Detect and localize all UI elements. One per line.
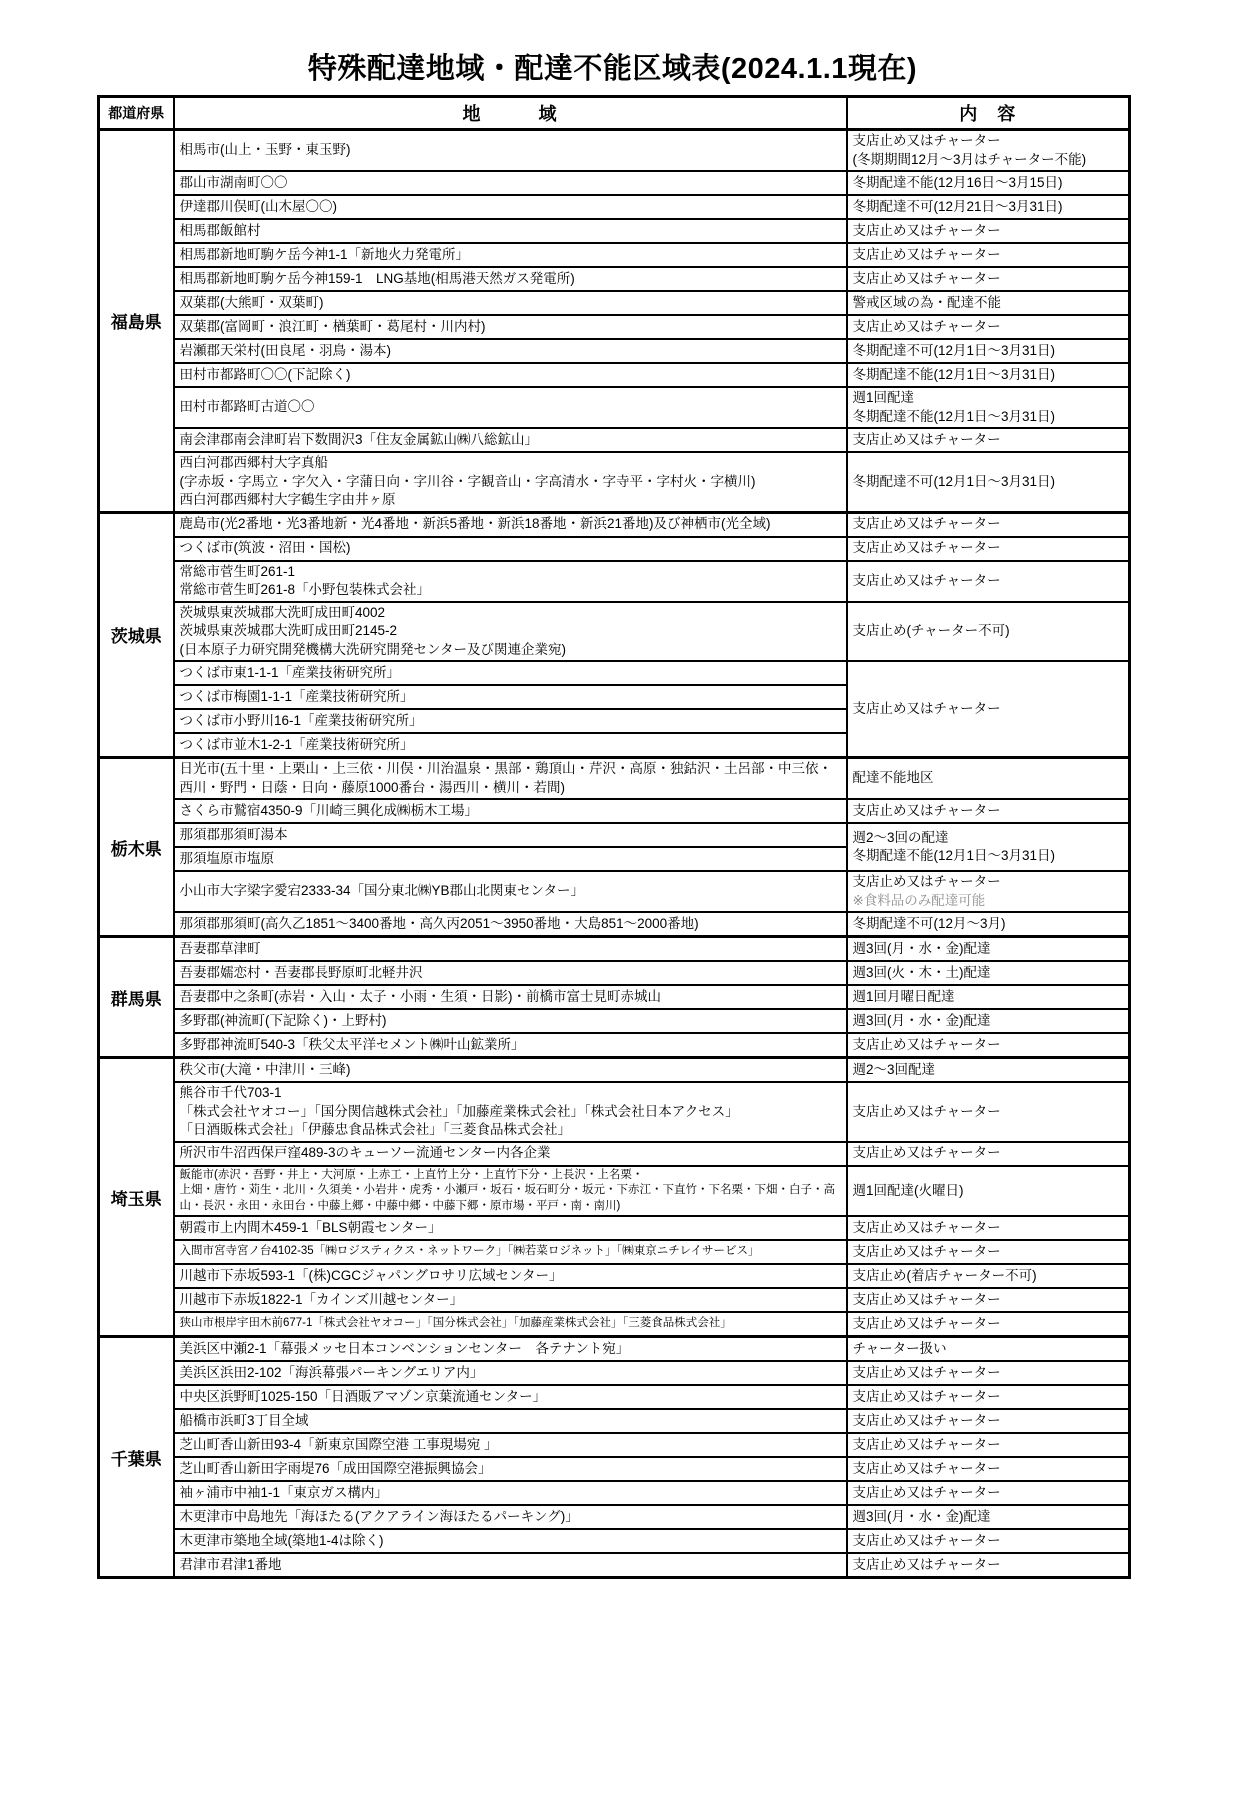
table-row xyxy=(99,339,1130,363)
content-line: ※食料品のみ配達可能 xyxy=(852,892,986,908)
content-line: 冬期配達不可(12月21日～3月31日) xyxy=(852,198,1063,214)
area-line: 吾妻郡中之条町(赤岩・入山・太子・小雨・生須・日影)・前橋市富士見町赤城山 xyxy=(179,988,661,1004)
area-line: 熊谷市千代703-1 xyxy=(179,1085,282,1100)
content-cell xyxy=(847,1058,1130,1083)
area-cell xyxy=(174,1385,847,1409)
content-cell xyxy=(847,363,1130,387)
area-line: 南会津郡南会津町岩下数間沢3「住友金属鉱山㈱八総鉱山」 xyxy=(179,431,539,447)
table-row xyxy=(99,961,1130,985)
table-row xyxy=(99,1264,1130,1288)
content-line: 支店止め又はチャーター xyxy=(852,540,1001,556)
area-line: 茨城県東茨城郡大洗町成田町4002 xyxy=(179,604,386,620)
content-line: 支店止め又はチャーター xyxy=(852,270,1001,286)
table-row xyxy=(99,195,1130,219)
area-line: 多野郡(神流町(下記除く)・上野村) xyxy=(179,1012,387,1028)
area-cell xyxy=(174,1481,847,1505)
area-cell xyxy=(174,130,847,172)
table-row xyxy=(99,363,1130,387)
table-row xyxy=(99,1312,1130,1337)
area-line: つくば市(筑波・沼田・国松) xyxy=(179,540,351,556)
table-row xyxy=(99,1082,1130,1142)
content-line: 週3回(月・水・金)配達 xyxy=(852,940,991,956)
content-line: 支店止め又はチャーター xyxy=(852,1412,1001,1428)
area-cell xyxy=(174,1433,847,1457)
content-line: 支店止め又はチャーター xyxy=(852,1556,1001,1572)
area-cell xyxy=(174,315,847,339)
content-line: 冬期配達不能(12月1日～3月31日) xyxy=(852,848,1056,863)
area-line: 吾妻郡草津町 xyxy=(179,940,261,956)
area-cell xyxy=(174,1553,847,1578)
area-cell xyxy=(174,1264,847,1288)
content-cell xyxy=(847,1264,1130,1288)
table-row xyxy=(99,1553,1130,1578)
content-cell xyxy=(847,1433,1130,1457)
area-line: 常総市菅生町261-8「小野包装株式会社」 xyxy=(179,582,431,597)
table-row xyxy=(99,561,1130,602)
content-cell xyxy=(847,1216,1130,1240)
table-row xyxy=(99,130,1130,172)
content-cell xyxy=(847,315,1130,339)
area-line: 日光市(五十里・上栗山・上三依・川俣・川治温泉・黒部・鶏頂山・芹沢・高原・独鈷沢・土呂部・中三依・西川・野門・日蔭・日向・藤原1000番台・湯西川・横川・若間) xyxy=(179,761,832,795)
content-line: 支店止め又はチャーター xyxy=(852,1388,1001,1404)
content-cell xyxy=(847,171,1130,195)
area-line: (字赤坂・字馬立・字欠入・字蒲日向・字川谷・字観音山・字高清水・字寺平・字村火・字横川) xyxy=(179,473,756,489)
area-cell xyxy=(174,267,847,291)
area-cell xyxy=(174,685,847,709)
content-cell xyxy=(847,602,1130,662)
table-row xyxy=(99,985,1130,1009)
area-cell xyxy=(174,195,847,219)
area-cell xyxy=(174,171,847,195)
content-line: 支店止め(チャーター不可) xyxy=(852,623,1010,638)
content-line: 支店止め又はチャーター xyxy=(852,222,1001,238)
content-line: 配達不能地区 xyxy=(852,770,934,786)
content-cell xyxy=(847,912,1130,937)
area-line: 小山市大字梁字愛宕2333-34「国分東北㈱YB郡山北関東センター」 xyxy=(179,883,585,899)
content-cell xyxy=(847,452,1130,512)
content-line: (冬期期間12月～3月はチャーター不能) xyxy=(852,151,1087,167)
table-row xyxy=(99,537,1130,561)
content-line: 週2～3回配達 xyxy=(852,1061,936,1077)
area-cell xyxy=(174,1009,847,1033)
table-row xyxy=(99,912,1130,937)
content-line: 週1回月曜日配達 xyxy=(852,988,955,1004)
area-line: 所沢市牛沼西保戸窪489-3のキューソー流通センター内各企業 xyxy=(179,1145,551,1161)
content-cell xyxy=(847,291,1130,315)
content-cell xyxy=(847,195,1130,219)
content-line: 支店止め又はチャーター xyxy=(852,1436,1001,1452)
area-cell xyxy=(174,1505,847,1529)
content-line: 支店止め又はチャーター xyxy=(852,1219,1001,1235)
table-row xyxy=(99,1166,1130,1217)
area-line: 郡山市湖南町〇〇 xyxy=(179,174,288,190)
content-line: 週3回(月・水・金)配達 xyxy=(852,1508,991,1524)
content-line: 支店止め又はチャーター xyxy=(852,1460,1001,1476)
area-line: 那須郡那須町湯本 xyxy=(179,826,288,842)
table-row xyxy=(99,661,1130,685)
area-line: 鹿島市(光2番地・光3番地新・光4番地・新浜5番地・新浜18番地・新浜21番地)及び神栖市(光全域) xyxy=(179,516,771,532)
page-title: 特殊配達地域・配達不能区域表(2024.1.1現在) xyxy=(307,53,918,85)
table-row xyxy=(99,1529,1130,1553)
content-line: 支店止め又はチャーター xyxy=(852,802,1001,818)
area-line: 相馬郡飯館村 xyxy=(179,222,261,238)
content-line: 支店止め又はチャーター xyxy=(852,246,1001,262)
content-cell xyxy=(847,1409,1130,1433)
area-line: つくば市梅園1-1-1「産業技術研究所」 xyxy=(179,688,414,704)
area-line: 「株式会社ヤオコー」「国分関信越株式会社」「加藤産業株式会社」「株式会社日本アクセス」 xyxy=(179,1103,739,1119)
content-cell xyxy=(847,1142,1130,1166)
area-cell xyxy=(174,428,847,452)
content-line: 支店止め又はチャーター xyxy=(852,133,1001,148)
area-cell xyxy=(174,512,847,537)
content-cell xyxy=(847,871,1130,912)
content-line: チャーター扱い xyxy=(852,1340,947,1356)
table-row xyxy=(99,243,1130,267)
content-line: 支店止め又はチャーター xyxy=(852,1243,1001,1259)
area-cell xyxy=(174,243,847,267)
content-line: 支店止め又はチャーター xyxy=(852,874,1001,889)
content-cell xyxy=(847,1033,1130,1058)
area-line: つくば市小野川16-1「産業技術研究所」 xyxy=(179,712,423,728)
area-line: 川越市下赤坂593-1「(株)CGCジャパングロサリ広域センター」 xyxy=(179,1267,563,1283)
area-cell xyxy=(174,912,847,937)
content-cell xyxy=(847,267,1130,291)
table-row xyxy=(99,1337,1130,1362)
area-line: 西白河郡西郷村大字鶴生字由井ヶ原 xyxy=(179,492,396,507)
table-row xyxy=(99,1288,1130,1312)
content-line: 支店止め又はチャーター xyxy=(852,1103,1001,1119)
content-cell xyxy=(847,537,1130,561)
area-cell xyxy=(174,847,847,871)
area-line: 美浜区浜田2-102「海浜幕張パーキングエリア内」 xyxy=(179,1364,484,1380)
area-line: 田村市都路町古道〇〇 xyxy=(179,399,315,415)
area-line: 入間市宮寺宮ノ台4102-35「㈱ロジスティクス・ネットワーク」「㈱若菜ロジネット」「㈱東京ニチレイサービス」 xyxy=(179,1245,760,1258)
table-row xyxy=(99,387,1130,428)
area-line: 美浜区中瀬2-1「幕張メッセ日本コンベンションセンター 各テナント宛」 xyxy=(179,1340,630,1356)
content-cell xyxy=(847,1481,1130,1505)
content-line: 支店止め又はチャーター xyxy=(852,700,1001,716)
area-cell xyxy=(174,799,847,823)
table-row xyxy=(99,758,1130,800)
content-cell xyxy=(847,1457,1130,1481)
area-cell xyxy=(174,871,847,912)
prefecture-cell: 埼玉県 xyxy=(99,1058,174,1337)
table-row xyxy=(99,1142,1130,1166)
content-cell xyxy=(847,823,1130,871)
area-line: 芝山町香山新田字雨堤76「成田国際空港振興協会」 xyxy=(179,1460,492,1476)
area-line: 多野郡神流町540-3「秩父太平洋セメント㈱叶山鉱業所」 xyxy=(179,1036,525,1052)
content-line: 警戒区域の為・配達不能 xyxy=(852,294,1001,310)
area-cell xyxy=(174,452,847,512)
area-cell xyxy=(174,561,847,602)
content-cell xyxy=(847,1082,1130,1142)
special-delivery-table xyxy=(97,95,1131,1579)
area-cell xyxy=(174,339,847,363)
header-prefecture: 都道府県 xyxy=(99,97,174,130)
area-line: 双葉郡(富岡町・浪江町・楢葉町・葛尾村・川内村) xyxy=(179,318,486,334)
area-line: 西白河郡西郷村大字真船 xyxy=(179,455,328,470)
area-line: 伊達郡川俣町(山木屋〇〇) xyxy=(179,198,337,214)
table-row xyxy=(99,1481,1130,1505)
area-cell xyxy=(174,1457,847,1481)
area-cell xyxy=(174,387,847,428)
area-cell xyxy=(174,1166,847,1217)
area-line: 狭山市根岸宇田木前677-1「株式会社ヤオコー」「国分株式会社」「加藤産業株式会社」「三菱食品株式会社」 xyxy=(179,1317,732,1330)
table-row xyxy=(99,1033,1130,1058)
content-cell xyxy=(847,799,1130,823)
content-cell xyxy=(847,1505,1130,1529)
area-line: 岩瀬郡天栄村(田良尾・羽鳥・湯本) xyxy=(179,342,391,358)
area-line: (日本原子力研究開発機構大洗研究開発センター及び関連企業宛) xyxy=(179,641,566,657)
area-cell xyxy=(174,1240,847,1264)
area-line: 相馬郡新地町駒ケ岳今神1-1「新地火力発電所」 xyxy=(179,246,470,262)
area-line: つくば市並木1-2-1「産業技術研究所」 xyxy=(179,736,414,752)
content-cell xyxy=(847,1385,1130,1409)
content-line: 週1回配達(火曜日) xyxy=(852,1182,964,1198)
content-cell xyxy=(847,661,1130,758)
area-line: 相馬市(山上・玉野・東玉野) xyxy=(179,142,351,158)
content-cell xyxy=(847,561,1130,602)
area-cell xyxy=(174,985,847,1009)
content-line: 週3回(月・水・金)配達 xyxy=(852,1012,991,1028)
content-cell xyxy=(847,1166,1130,1217)
content-cell xyxy=(847,243,1130,267)
table-row xyxy=(99,799,1130,823)
area-line: 双葉郡(大熊町・双葉町) xyxy=(179,294,324,310)
area-cell xyxy=(174,937,847,962)
content-cell xyxy=(847,758,1130,800)
area-line: 朝霞市上内間木459-1「BLS朝霞センター」 xyxy=(179,1219,442,1235)
area-cell xyxy=(174,961,847,985)
prefecture-cell: 茨城県 xyxy=(99,512,174,758)
prefecture-cell: 栃木県 xyxy=(99,758,174,937)
area-cell xyxy=(174,602,847,662)
area-cell xyxy=(174,1312,847,1337)
table-row xyxy=(99,452,1130,512)
prefecture-cell: 福島県 xyxy=(99,130,174,513)
content-line: 週2～3回の配達 xyxy=(852,829,949,845)
table-row xyxy=(99,315,1130,339)
table-row xyxy=(99,1009,1130,1033)
table-row xyxy=(99,428,1130,452)
header-row xyxy=(99,97,1130,130)
content-cell xyxy=(847,1361,1130,1385)
area-line: 相馬郡新地町駒ケ岳今神159-1 LNG基地(相馬港天然ガス発電所) xyxy=(179,270,575,286)
area-line: つくば市東1-1-1「産業技術研究所」 xyxy=(179,664,401,680)
content-line: 冬期配達不能(12月16日～3月15日) xyxy=(852,174,1063,190)
table-row xyxy=(99,1457,1130,1481)
table-row xyxy=(99,267,1130,291)
content-line: 週1回配達 xyxy=(852,390,915,405)
content-line: 冬期配達不能(12月1日～3月31日) xyxy=(852,408,1056,424)
table-row xyxy=(99,602,1130,662)
content-cell xyxy=(847,961,1130,985)
area-line: 吾妻郡嬬恋村・吾妻郡長野原町北軽井沢 xyxy=(179,964,423,980)
table-row xyxy=(99,171,1130,195)
area-cell xyxy=(174,733,847,758)
content-cell xyxy=(847,1529,1130,1553)
table-body xyxy=(99,130,1130,1578)
content-line: 支店止め又はチャーター xyxy=(852,318,1001,334)
content-cell xyxy=(847,387,1130,428)
header-content: 内 容 xyxy=(847,97,1130,130)
area-line: 川越市下赤坂1822-1「カインズ川越センター」 xyxy=(179,1291,464,1307)
content-line: 冬期配達不可(12月～3月) xyxy=(852,915,1006,931)
area-line: 木更津市築地全域(築地1-4は除く) xyxy=(179,1532,384,1548)
content-line: 支店止め又はチャーター xyxy=(852,1036,1001,1052)
area-cell xyxy=(174,1529,847,1553)
table-row xyxy=(99,1361,1130,1385)
content-line: 支店止め又はチャーター xyxy=(852,1315,1001,1331)
area-cell xyxy=(174,823,847,847)
content-cell xyxy=(847,428,1130,452)
area-line: さくら市鷲宿4350-9「川崎三興化成㈱栃木工場」 xyxy=(179,802,479,818)
area-line: 「日酒販株式会社」「伊藤忠食品株式会社」「三菱食品株式会社」 xyxy=(179,1122,571,1137)
area-cell xyxy=(174,363,847,387)
table-row xyxy=(99,291,1130,315)
content-line: 支店止め又はチャーター xyxy=(852,1145,1001,1161)
table-row xyxy=(99,823,1130,847)
content-cell xyxy=(847,339,1130,363)
area-cell xyxy=(174,1337,847,1362)
area-cell xyxy=(174,1142,847,1166)
header-area: 地 域 xyxy=(174,97,847,130)
content-cell xyxy=(847,1009,1130,1033)
area-cell xyxy=(174,661,847,685)
table-row xyxy=(99,1505,1130,1529)
table-row xyxy=(99,219,1130,243)
content-line: 冬期配達不可(12月1日～3月31日) xyxy=(852,473,1056,489)
content-cell xyxy=(847,130,1130,172)
content-line: 週3回(火・木・土)配達 xyxy=(852,964,991,980)
area-line: 茨城県東茨城郡大洗町成田町2145-2 xyxy=(179,623,398,638)
area-cell xyxy=(174,1058,847,1083)
table-row xyxy=(99,1058,1130,1083)
area-line: 秩父市(大滝・中津川・三峰) xyxy=(179,1061,351,1077)
content-line: 冬期配達不可(12月1日～3月31日) xyxy=(852,342,1056,358)
area-cell xyxy=(174,709,847,733)
content-line: 支店止め(着店チャーター不可) xyxy=(852,1267,1037,1283)
area-cell xyxy=(174,291,847,315)
table-row xyxy=(99,1433,1130,1457)
area-line: 常総市菅生町261-1 xyxy=(179,563,296,579)
content-line: 支店止め又はチャーター xyxy=(852,572,1001,588)
content-line: 冬期配達不能(12月1日～3月31日) xyxy=(852,366,1056,382)
area-line: 田村市都路町〇〇(下記除く) xyxy=(179,366,351,382)
area-line: 那須郡那須町(高久乙1851～3400番地・高久丙2051～3950番地・大島851～2000番地) xyxy=(179,915,699,931)
area-cell xyxy=(174,758,847,800)
area-line: 君津市君津1番地 xyxy=(179,1556,282,1572)
content-line: 支店止め又はチャーター xyxy=(852,516,1001,532)
table-row xyxy=(99,1216,1130,1240)
content-cell xyxy=(847,937,1130,962)
content-cell xyxy=(847,1288,1130,1312)
area-line: 飯能市(赤沢・吾野・井上・大河原・上赤工・上直竹上分・上直竹下分・上長沢・上名栗・ xyxy=(179,1168,644,1181)
table-row xyxy=(99,512,1130,537)
area-cell xyxy=(174,1216,847,1240)
area-cell xyxy=(174,1361,847,1385)
prefecture-cell: 群馬県 xyxy=(99,937,174,1058)
area-line: 袖ヶ浦市中袖1-1「東京ガス構内」 xyxy=(179,1484,389,1500)
content-cell xyxy=(847,1240,1130,1264)
area-line: 中央区浜野町1025-150「日酒販アマゾン京葉流通センター」 xyxy=(179,1388,547,1404)
area-cell xyxy=(174,1288,847,1312)
area-cell xyxy=(174,1082,847,1142)
table-row xyxy=(99,1409,1130,1433)
area-cell xyxy=(174,1033,847,1058)
content-cell xyxy=(847,512,1130,537)
content-line: 支店止め又はチャーター xyxy=(852,1364,1001,1380)
content-line: 支店止め又はチャーター xyxy=(852,1484,1001,1500)
area-line: 木更津市中島地先「海ほたる(アクアライン海ほたるパーキング)」 xyxy=(179,1508,579,1524)
content-line: 支店止め又はチャーター xyxy=(852,431,1001,447)
area-line: 那須塩原市塩原 xyxy=(179,850,274,866)
area-line: 船橋市浜町3丁目全域 xyxy=(179,1412,309,1428)
content-cell xyxy=(847,219,1130,243)
content-line: 支店止め又はチャーター xyxy=(852,1291,1001,1307)
content-line: 支店止め又はチャーター xyxy=(852,1532,1001,1548)
prefecture-cell: 千葉県 xyxy=(99,1337,174,1578)
area-line: 上畑・唐竹・苅生・北川・久須美・小岩井・虎秀・小瀬戸・坂石・坂石町分・坂元・下赤江・下直竹・下名栗・下畑・白子・高山・長沢・永田・永田台・中藤上郷・中藤中郷・中藤下郷・原市場・平戸・南・南川) xyxy=(179,1184,835,1212)
content-cell xyxy=(847,985,1130,1009)
content-cell xyxy=(847,1337,1130,1362)
area-cell xyxy=(174,219,847,243)
content-cell xyxy=(847,1312,1130,1337)
table-row xyxy=(99,937,1130,962)
area-cell xyxy=(174,1409,847,1433)
table-row xyxy=(99,1385,1130,1409)
area-line: 芝山町香山新田93-4「新東京国際空港 工事現場宛 」 xyxy=(179,1436,498,1452)
area-cell xyxy=(174,537,847,561)
table-row xyxy=(99,1240,1130,1264)
content-cell xyxy=(847,1553,1130,1578)
table-row xyxy=(99,871,1130,912)
